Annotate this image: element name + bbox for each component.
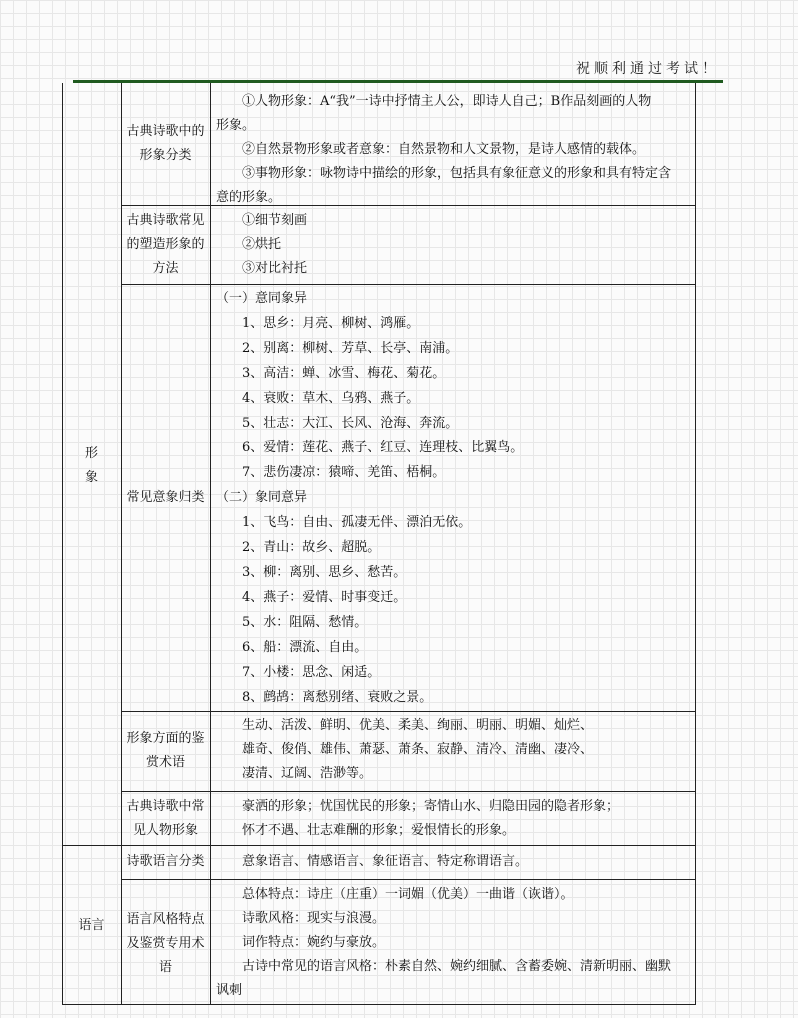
row-content (216, 287, 694, 710)
content-line: （一）意同象异 (216, 291, 308, 306)
table-divider-col2 (210, 83, 211, 1005)
row-content (216, 795, 694, 843)
row-label-line: 古典诗歌常见 (126, 213, 205, 228)
content-line: ③事物形象：咏物诗中描绘的形象，包括具有象征意义的形象和具有特定含 (216, 166, 672, 181)
row-label-line: 古典诗歌中的 (126, 124, 205, 139)
content-line: ③对比衬托 (216, 261, 308, 276)
table-border-bottom (62, 1004, 696, 1005)
section-title-language (62, 914, 121, 938)
content-line: 生动、活泼、鲜明、优美、柔美、绚丽、明丽、明媚、灿烂、 (216, 718, 594, 733)
content-line: 1、思乡：月亮、柳树、鸿雁。 (216, 315, 420, 331)
content-line: 7、悲伤凄凉：猿啼、羌笛、梧桐。 (216, 465, 446, 481)
row-divider (121, 284, 696, 285)
row-label (121, 795, 210, 843)
row-label (121, 209, 210, 281)
content-line: 6、爱情：莲花、燕子、红豆、连理枝、比翼鸟。 (216, 440, 524, 456)
row-label-line: 古典诗歌中常 (126, 799, 205, 814)
row-label (121, 850, 210, 874)
row-divider (121, 791, 696, 792)
section-title-line: 象 (84, 470, 98, 485)
content-line: 4、衰败：草木、乌鸦、燕子。 (216, 390, 420, 406)
content-line: ②烘托 (216, 237, 282, 252)
row-label-line: 方法 (152, 261, 179, 276)
row-label (121, 908, 210, 980)
table-border-right (695, 83, 696, 1005)
content-line: 豪洒的形象；忧国忧民的形象；寄情山水、归隐田园的隐者形象； (216, 799, 620, 814)
content-line: 雄奇、俊俏、雄伟、萧瑟、萧条、寂静、清冷、清幽、凄冷、 (216, 742, 594, 757)
header-rule (73, 80, 723, 83)
content-line: 古诗中常见的语言风格：朴素自然、婉约细腻、含蓄委婉、清新明丽、幽默 (216, 959, 672, 974)
content-line: 讽刺 (216, 983, 243, 998)
content-line: 总体特点：诗庄（庄重）一词媚（优美）一曲谐（诙谐）。 (216, 887, 574, 902)
row-label-line: 形象方面的鉴 (126, 731, 205, 746)
row-label-line: 赏术语 (145, 755, 185, 770)
content-line: 意的形象。 (216, 190, 282, 205)
section-title-line: 形 (84, 446, 98, 461)
row-label (121, 486, 210, 510)
row-label-line: 语言风格特点 (126, 912, 205, 927)
content-line: ②自然景物形象或者意象：自然景物和人文景物，是诗人感情的载体。 (216, 142, 646, 157)
content-line: 形象。 (216, 118, 256, 133)
content-line: （二）象同意异 (216, 490, 308, 506)
row-label-line: 语 (158, 960, 172, 975)
content-line: 5、壮志：大江、长风、沧海、奔流。 (216, 415, 459, 431)
row-content (216, 850, 694, 874)
content-line: 凄清、辽阔、浩渺等。 (216, 766, 373, 781)
row-label-line: 见人物形象 (132, 823, 198, 838)
content-line: 7、小楼：思念、闲适。 (216, 664, 381, 680)
content-line: 3、高洁：蝉、冰雪、梅花、菊花。 (216, 365, 446, 381)
row-content (216, 883, 694, 1003)
content-line: 2、青山：故乡、超脱。 (216, 540, 381, 556)
row-label-line: 形象分类 (139, 148, 192, 163)
content-line: 诗歌风格：现实与浪漫。 (216, 911, 386, 926)
section-title-image (62, 442, 121, 490)
table-border-left (62, 83, 63, 1005)
section-divider (62, 845, 696, 846)
content-line: 词作特点：婉约与豪放。 (216, 935, 386, 950)
header-motto: 祝顺利通过考试！ (576, 61, 720, 77)
content-line: ①细节刻画 (216, 213, 308, 228)
content-line: 8、鹧鸪：离愁别绪、衰败之景。 (216, 689, 433, 705)
content-line: 5、水：阻隔、愁情。 (216, 614, 368, 630)
content-line: 6、船：漂流、自由。 (216, 639, 368, 655)
content-line: 1、飞鸟：自由、孤凄无伴、漂泊无依。 (216, 515, 472, 531)
row-divider (121, 879, 696, 880)
content-line: ①人物形象：A“我”一诗中抒情主人公，即诗人自己；B作品刻画的人物 (216, 94, 652, 109)
row-content (216, 209, 694, 281)
content-line: 怀才不遇、壮志难酬的形象；爱恨情长的形象。 (216, 823, 516, 838)
row-label-line: 及鉴赏专用术 (126, 936, 205, 951)
row-content (216, 714, 694, 786)
row-label-line: 常见意象归类 (126, 490, 205, 505)
row-label-line: 诗歌语言分类 (126, 854, 205, 869)
content-line: 3、柳：离别、思乡、愁苦。 (216, 564, 407, 580)
content-line: 4、燕子：爱情、时事变迁。 (216, 589, 407, 605)
row-divider (121, 711, 696, 712)
row-label (121, 120, 210, 168)
row-content (216, 90, 694, 210)
row-label (121, 727, 210, 775)
section-title-line: 语言 (78, 918, 105, 933)
content-line: 意象语言、情感语言、象征语言、特定称谓语言。 (216, 854, 529, 869)
row-label-line: 的塑造形象的 (126, 237, 205, 252)
content-line: 2、别离：柳树、芳草、长亭、南浦。 (216, 340, 459, 356)
